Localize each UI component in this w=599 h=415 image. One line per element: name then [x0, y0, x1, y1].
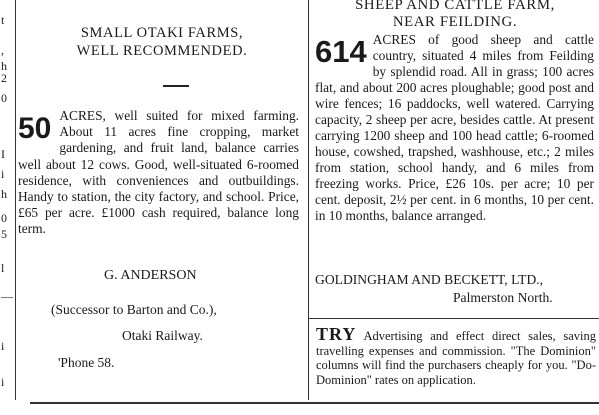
margin-fragment: 5 [1, 227, 7, 241]
margin-fragment: , [1, 43, 4, 57]
margin-fragment: i [1, 167, 5, 181]
heading-line: WELL RECOMMENDED. [76, 43, 248, 59]
left-margin-fragments [0, 0, 14, 400]
margin-fragment: 0 [1, 211, 7, 225]
agent-location: Palmerston North. [453, 290, 553, 305]
agent-successor: (Successor to Barton and Co.), [51, 302, 217, 317]
margin-fragment: 0 [1, 91, 7, 105]
ad-heading [18, 24, 306, 60]
margin-fragment: l [1, 261, 5, 275]
heading-divider [163, 85, 189, 87]
margin-fragment: i [1, 339, 5, 353]
ad-body [18, 108, 299, 238]
margin-fragment: 2 [1, 71, 7, 85]
ad-body [315, 32, 594, 224]
ad-text: ACRES, well suited for mixed farming. About 11 acres fine cropping, market gardening, and fruit land, balance carries well about 12 cows. Good, well-situated 6-roomed residence, with conveniences and outbuildings. Handy to station, the city factory, and school. Price, £65 per acre. £1000 cash required, balance long term. [18, 108, 299, 237]
agent-name: G. ANDERSON [104, 268, 197, 283]
otaki-farms-ad [18, 0, 306, 400]
bottom-rule [30, 402, 599, 404]
heading-line: NEAR FEILDING. [392, 14, 518, 30]
agent-location: Otaki Railway. [122, 328, 203, 343]
agent-name: GOLDINGHAM AND BECKETT, LTD., [315, 272, 544, 287]
advertising-notice [316, 324, 596, 387]
left-margin-rule [15, 0, 16, 400]
ad-text: ACRES of good sheep and cattle country, situated 4 miles from Feilding by splendid road. All in grass; 100 acres flat, and about 200 acres ploughable; good post and wire fences; 16 paddocks, well watered. Carrying capacity, 2 sheep per acre, besides cattle. At present carrying 1200 sheep and 100 head cattle; 6-roomed house, cowshed, trapshed, washhouse, etc.; 2 miles from station, school handy, and 6 miles from freezing works. Price, £26 10s. per acre; 10 per cent. deposit, 2½ per cent. in 6 months, 10 per cent. in 10 months, balance arranged. [315, 32, 594, 223]
heading-line: SHEEP AND CATTLE FARM, [355, 0, 555, 13]
margin-fragment: t [1, 13, 5, 27]
agent-phone: 'Phone 58. [58, 355, 115, 370]
notice-drop-word: TRY [316, 324, 357, 344]
ad-heading [313, 0, 597, 31]
heading-line: SMALL OTAKI FARMS, [80, 25, 244, 41]
margin-fragment: I [1, 147, 5, 161]
margin-fragment: h [1, 59, 7, 73]
margin-fragment: h [1, 187, 7, 201]
notice-text: Advertising and effect direct sales, saving travelling expenses and commission. "The Dominion" columns will find the purchasers cheaply for you. "Do-Dominion" rates on application. [316, 329, 596, 387]
acreage-number: 50 [18, 112, 52, 145]
feilding-farm-ad [313, 0, 597, 320]
acreage-number: 614 [315, 34, 367, 69]
column-rule [308, 0, 309, 400]
margin-fragment: — [1, 289, 13, 303]
margin-fragment: i [1, 375, 5, 389]
